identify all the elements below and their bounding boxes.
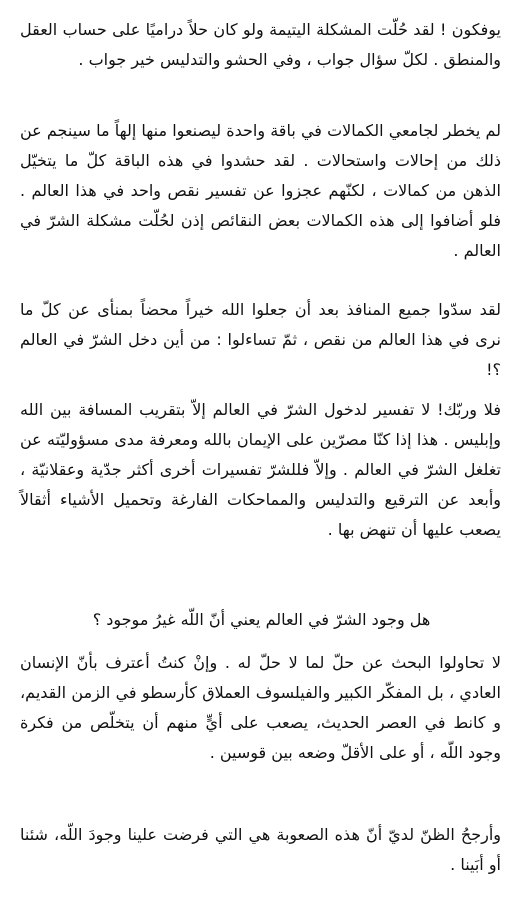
paragraph-1: يوفكون ! لقد حُلّت المشكلة اليتيمة ولو كان حلاً دراميًا على حساب العقل والمنطق . لكلّ سؤال جواب ، وفي الحشو والتدليس خير جواب . bbox=[20, 20, 501, 69]
question-heading: هل وجود الشرّ في العالم يعني أنّ اللّه غيرُ موجود ؟ bbox=[92, 610, 431, 629]
paragraph-3: لقد سدّوا جميع المنافذ بعد أن جعلوا الله خيراً محضاً بمنأى عن كلّ ما نرى في هذا العالم من نقص ، ثمّ تساءلوا : من أين دخل الشرّ في العالم ؟! bbox=[20, 300, 501, 379]
paragraph-5: لا تحاولوا البحث عن حلّ لما لا حلّ له . وإنْ كنتُ أعترف بأنّ الإنسان العادي ، بل المفكّر الكبير والفيلسوف العملاق كأرسطو في الزمن القديم، و كانط في العصر الحديث، يصعب على أيٍّ منهم أن يتخلّص من فكرة وجود اللّه ، أو على الأقلّ وضعه بين قوسين . bbox=[20, 653, 501, 762]
paragraph-2: لم يخطر لجامعي الكمالات في باقة واحدة ليصنعوا منها إلهاً ما سينجم عن ذلك من إحالات واستحالات . لقد حشدوا في هذه الباقة كلّ ما يتخيّل الذهن من كمالات ، لكنّهم عجزوا عن تفسير نقص واحد في هذا العالم . فلو أضافوا إلى هذه الكمالات بعض النقائص إذن لحُلّت مشكلة الشرّ في العالم . bbox=[20, 121, 501, 260]
paragraph-6: وأرجحُ الظنّ لديّ أنّ هذه الصعوبة هي التي فرضت علينا وجودَ اللّه، شئنا أو أبَينا . bbox=[20, 825, 501, 874]
paragraph-4: فلا وربّك! لا تفسير لدخول الشرّ في العالم إلاّ بتقريب المسافة بين الله وإبليس . هذا إذا كنّا مصرّين على الإيمان بالله ومعرفة مدى مسؤوليّته عن تغلغل الشرّ في العالم . وإلاّ فللشرّ تفسيرات أخرى أكثر جدّية وعقلانيّة ، وأبعد عن الترقيع والتدليس والمماحكات الفارغة وتحميل الأشياء أثقالاً يصعب عليها أن تنهض بها . bbox=[20, 400, 501, 539]
